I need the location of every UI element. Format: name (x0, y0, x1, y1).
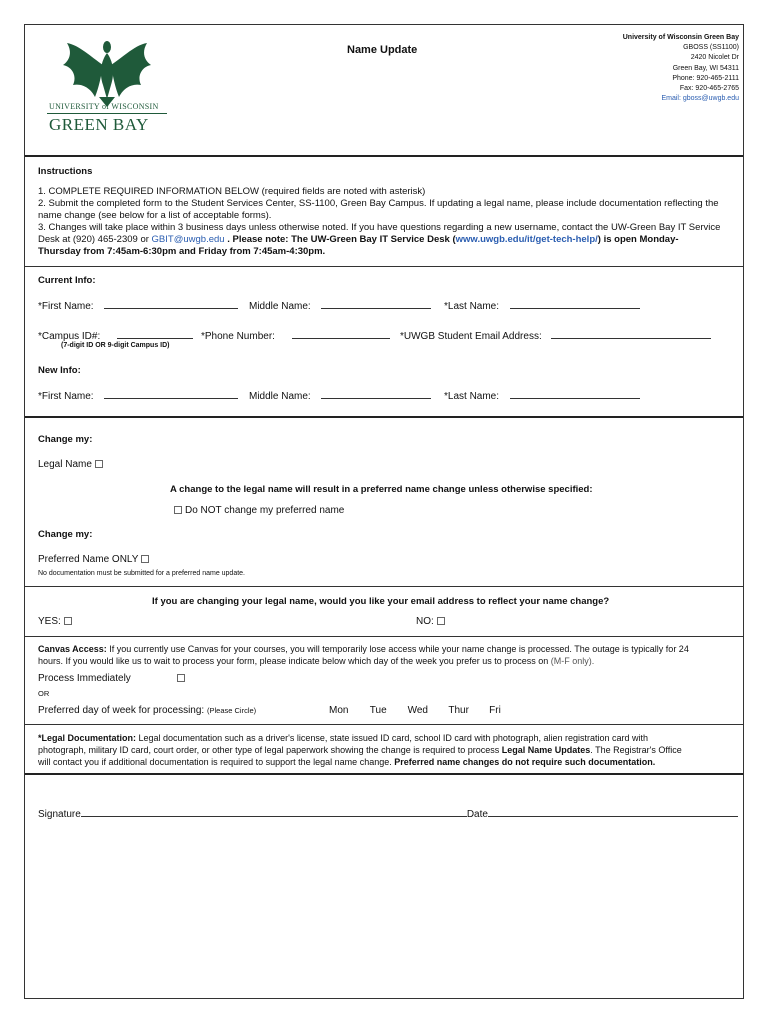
office-name: University of Wisconsin Green Bay (622, 34, 739, 41)
phone-row (201, 329, 390, 342)
canvas-mf-only: (M-F only). (550, 656, 595, 666)
email-change-question: If you are changing your legal name, would you like your email address to reflect your name change? (152, 596, 610, 607)
office-dept: GBOSS (SS1100) (683, 44, 739, 52)
canvas-access-text (38, 643, 744, 667)
or-label: OR (38, 689, 50, 698)
instructions-body (38, 186, 738, 258)
canvas-text-1: If you currently use Canvas for your courses, you will temporarily lose access while your name change is processed. The outage is typically for 24 (106, 644, 689, 654)
gbit-email-link[interactable]: GBIT@uwgb.edu (151, 234, 225, 245)
phone-field[interactable] (292, 329, 390, 339)
process-immediately-label: Process Immediately (38, 673, 131, 684)
email-yes-option (38, 616, 72, 627)
new-middle-name-row (249, 389, 431, 402)
preferred-day-row (38, 705, 256, 716)
instruction-step-3c: Thursday from 7:45am-6:30pm and Friday from 7:45am-4:30pm. (38, 246, 326, 257)
legal-name-checkbox[interactable] (95, 460, 103, 468)
student-email-row (400, 329, 711, 342)
email-no-option (416, 616, 445, 627)
campus-id-field[interactable] (117, 329, 193, 339)
office-street: 2420 Nicolet Dr (690, 54, 739, 62)
legal-name-updates: Legal Name Updates (501, 745, 591, 755)
do-not-change-label: Do NOT change my preferred name (185, 505, 345, 516)
preferred-only-checkbox[interactable] (141, 555, 149, 563)
current-first-name-row (38, 299, 238, 312)
instructions-heading: Instructions (38, 166, 93, 177)
email-yes-label: YES: (38, 616, 61, 627)
uwgb-logo (47, 39, 167, 139)
signature-field[interactable] (81, 807, 467, 817)
date-field[interactable] (488, 807, 738, 817)
email-no-checkbox[interactable] (437, 617, 445, 625)
form-page (24, 24, 744, 999)
current-middle-name-row (249, 299, 431, 312)
current-first-name-field[interactable] (104, 299, 238, 309)
new-last-name-row (444, 389, 640, 402)
step3b-text: Desk at (920) 465-2309 or (38, 234, 152, 245)
new-middle-name-field[interactable] (321, 389, 431, 399)
preferred-only-label: Preferred Name ONLY (38, 554, 139, 565)
office-email[interactable]: Email: gboss@uwgb.edu (661, 95, 739, 103)
new-last-name-field[interactable] (510, 389, 640, 399)
canvas-access-label: Canvas Access: (38, 644, 107, 654)
legal-docs-text (38, 732, 744, 768)
preferred-day-label: Preferred day of week for processing: (38, 705, 205, 716)
office-city: Green Bay, WI 54311 (672, 64, 739, 72)
day-fri[interactable]: Fri (489, 705, 501, 716)
day-options (329, 705, 519, 716)
current-first-name-label: *First Name: (38, 301, 94, 312)
campus-id-label: *Campus ID#: (38, 331, 101, 342)
step3b-note: . Please note: The UW-Green Bay IT Service Desk ( (224, 234, 456, 245)
tech-help-link[interactable]: www.uwgb.edu/it/get-tech-help/ (455, 234, 598, 245)
current-middle-name-field[interactable] (321, 299, 431, 309)
signature-row (38, 807, 738, 820)
form-title: Name Update (347, 44, 418, 56)
office-phone: Phone: 920-465-2111 (672, 74, 739, 82)
process-immediately-checkbox[interactable] (177, 674, 185, 682)
current-last-name-label: *Last Name: (444, 301, 500, 312)
change-legal-heading: Change my: (38, 434, 93, 445)
process-immediately-option (38, 673, 185, 684)
change-preferred-heading: Change my: (38, 529, 93, 540)
legal-name-option (38, 459, 103, 470)
current-last-name-row (444, 299, 640, 312)
logo-line2: GREEN BAY (49, 115, 149, 134)
legal-docs-text-2c: . The Registrar's Office (590, 745, 682, 755)
current-last-name-field[interactable] (510, 299, 640, 309)
student-email-label: *UWGB Student Email Address: (400, 331, 542, 342)
please-circle-label: (Please Circle) (206, 706, 257, 715)
instruction-step-3a: 3. Changes will take place within 3 business days unless otherwise noted. If you have questions regarding a new username, contact the UW-Green Bay IT Service (38, 222, 721, 233)
office-fax: Fax: 920-465-2765 (679, 85, 739, 93)
email-yes-checkbox[interactable] (64, 617, 72, 625)
new-first-name-row (38, 389, 238, 402)
office-address (623, 33, 739, 104)
instruction-step-1: 1. COMPLETE REQUIRED INFORMATION BELOW (required fields are noted with asterisk) (38, 186, 426, 197)
current-middle-name-label: Middle Name: (249, 301, 311, 312)
campus-id-hint: (7-digit ID OR 9-digit Campus ID) (61, 342, 170, 349)
legal-change-notice: A change to the legal name will result in a preferred name change unless otherwise specified: (170, 484, 593, 495)
step3b-post: ) is open Monday- (597, 234, 679, 245)
new-first-name-label: *First Name: (38, 391, 94, 402)
current-info-heading: Current Info: (38, 275, 96, 286)
legal-docs-text-3: will contact you if additional documentation is required to support the legal name change. (38, 757, 395, 767)
signature-label: Signature (38, 809, 81, 820)
new-first-name-field[interactable] (104, 389, 238, 399)
legal-docs-text-2: photograph, military ID card, court order, or other type of legal paperwork showing the change is required to process (38, 745, 502, 755)
day-tue[interactable]: Tue (369, 705, 387, 716)
campus-id-row (38, 329, 193, 342)
instruction-step-2a: 2. Submit the completed form to the Student Services Center, SS-1100, Green Bay Campus. If updating a legal name, please include documentation reflecting the (38, 198, 719, 209)
day-mon[interactable]: Mon (329, 705, 349, 716)
preferred-only-option (38, 554, 149, 565)
instruction-step-2b: name change (see below for a list of acceptable forms). (38, 210, 272, 221)
day-thur[interactable]: Thur (448, 705, 469, 716)
student-email-field[interactable] (551, 329, 711, 339)
email-no-label: NO: (416, 616, 434, 627)
logo-line1: UNIVERSITY of WISCONSIN (49, 102, 159, 111)
date-label: Date (466, 809, 488, 820)
new-info-heading: New Info: (38, 365, 81, 376)
do-not-change-checkbox[interactable] (174, 506, 182, 514)
legal-docs-text-1: Legal documentation such as a driver's license, state issued ID card, school ID card with photograph, alien registration card with (136, 733, 649, 743)
preferred-note: No documentation must be submitted for a preferred name update. (38, 570, 246, 577)
new-middle-name-label: Middle Name: (249, 391, 311, 402)
preferred-no-docs: Preferred name changes do not require such documentation. (394, 757, 656, 767)
legal-docs-label: *Legal Documentation: (38, 733, 137, 743)
legal-name-label: Legal Name (38, 459, 92, 470)
canvas-text-2: hours. If you would like us to wait to process your form, please indicate below which day of the week you prefer us to process on (38, 656, 551, 666)
do-not-change-option (174, 505, 344, 516)
phone-label: *Phone Number: (201, 331, 275, 342)
day-wed[interactable]: Wed (407, 705, 428, 716)
instruction-step-3b (38, 234, 738, 246)
phoenix-icon (47, 39, 167, 107)
new-last-name-label: *Last Name: (444, 391, 500, 402)
